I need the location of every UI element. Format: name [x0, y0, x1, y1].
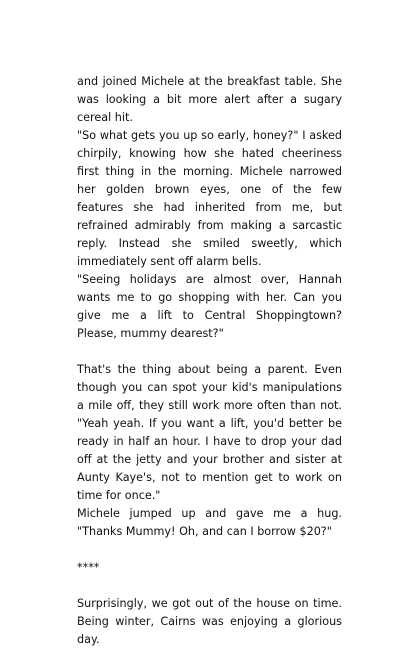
paragraph-shopping-request: "Seeing holidays are almost over, Hannah wants me to go shopping with her. Can you give me a lift to Central Shoppingtown? Please, mummy dearest?"	[77, 273, 342, 340]
paragraph-hug: Michele jumped up and gave me a hug. "Thanks Mummy! Oh, and can I borrow $20?"	[77, 507, 342, 538]
body-text	[77, 73, 342, 649]
scene-separator: ****	[77, 561, 100, 574]
paragraph-gap	[77, 343, 342, 361]
paragraph-gap	[77, 577, 342, 595]
paragraph-breakfast: and joined Michele at the breakfast table. She was looking a bit more alert after a sugary cereal hit.	[77, 75, 342, 124]
paragraph-parenting: That's the thing about being a parent. Even though you can spot your kid's manipulations a mile off, they still work more often than not. "Yeah yeah. If you want a lift, you'd better be ready in half an hour. I have to drop your dad off at the jetty and your brother and sister at Aunty Kaye's, not to mention get to work on time for once."	[77, 363, 342, 502]
paragraph-cairns: Surprisingly, we got out of the house on time. Being winter, Cairns was enjoying a glorious day.	[77, 597, 342, 646]
paragraph-early-honey: "So what gets you up so early, honey?" I asked chirpily, knowing how she hated cheeriness first thing in the morning. Michele narrowed her golden brown eyes, one of the few features she had inherited from me, but refrained admirably from making a sarcastic reply. Instead she smiled sweetly, which immediately sent off alarm bells.	[77, 129, 342, 268]
paragraph-gap	[77, 541, 342, 559]
